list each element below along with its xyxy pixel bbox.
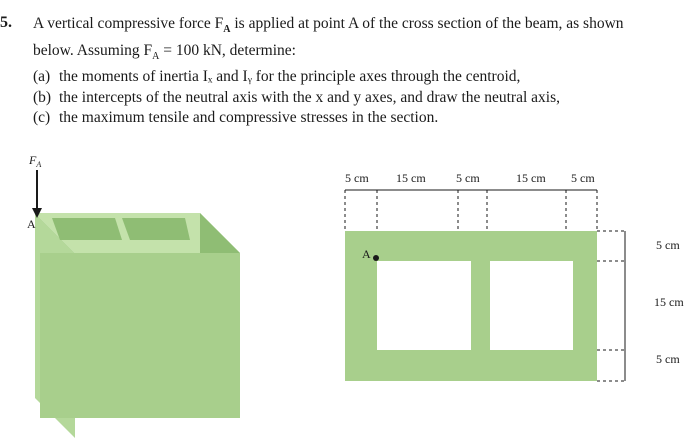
right-dim-2: 15 cm (654, 295, 684, 309)
top-dim-2: 15 cm (396, 171, 426, 185)
beam-3d-block (27, 153, 240, 438)
force-label-sub: A (36, 160, 42, 169)
top-extension-lines (345, 190, 597, 231)
top-dim-3: 5 cm (456, 171, 480, 185)
part-text: the maximum tensile and compressive stresses in the section. (59, 109, 439, 127)
part-tag: (c) (33, 109, 51, 127)
force-label (28, 153, 41, 169)
beam-figure (0, 138, 700, 441)
part-b (33, 88, 693, 109)
part-text: the moments of inertia Iₓ and Iᵧ for the principle axes through the centroid, (59, 68, 521, 86)
point-a-marker (373, 255, 379, 261)
block-front-face (40, 253, 240, 418)
section-hole-right (490, 261, 573, 350)
top-dim-5: 5 cm (571, 171, 595, 185)
force-label-main: F (29, 153, 37, 167)
problem-statement (33, 14, 693, 129)
part-tag: (b) (33, 88, 52, 106)
problem-number: 5. (0, 14, 12, 31)
question-parts (33, 67, 693, 129)
top-dim-1: 5 cm (345, 171, 369, 185)
problem-intro-line2 (33, 41, 693, 68)
intro-text-b: is applied at point A of the cross section of the beam, as shown (230, 15, 624, 32)
intro-text-c: below. Assuming F (33, 41, 153, 59)
force-subscript: A (223, 24, 231, 36)
force-subscript-2: A (152, 50, 160, 62)
hole-1-opening (52, 218, 122, 240)
cross-section (345, 171, 684, 381)
point-a-label-section: A (362, 247, 371, 261)
part-a (33, 67, 693, 88)
right-extension-lines (597, 231, 625, 381)
right-dim-3: 5 cm (656, 352, 680, 366)
part-tag: (a) (33, 68, 51, 86)
point-a-label-3d: A (27, 217, 36, 231)
part-text: the intercepts of the neutral axis with the x and y axes, and draw the neutral axis, (59, 88, 561, 106)
right-dim-1: 5 cm (656, 238, 680, 252)
part-c (33, 108, 693, 129)
intro-text-a: A vertical compressive force F (33, 15, 224, 32)
top-dim-4: 15 cm (516, 171, 546, 185)
section-hole-left (377, 261, 471, 350)
hole-2-opening (122, 218, 190, 240)
problem-intro-line1 (33, 14, 693, 41)
intro-text-d: = 100 kN, determine: (159, 41, 296, 59)
